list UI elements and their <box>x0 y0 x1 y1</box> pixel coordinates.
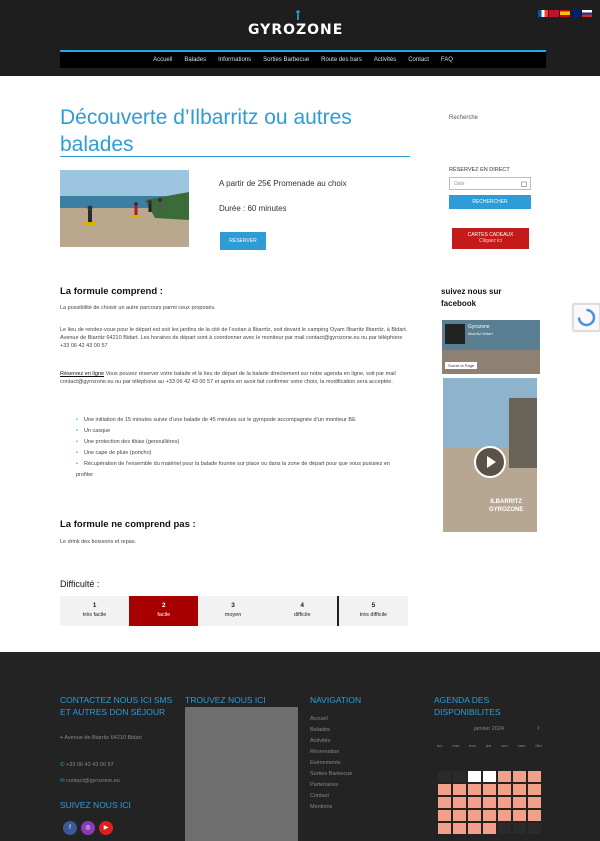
calendar-day[interactable] <box>467 770 482 783</box>
calendar-day[interactable] <box>527 770 542 783</box>
site-header <box>0 0 600 76</box>
fb-follow-button[interactable]: Suivre la Page <box>445 362 477 369</box>
fb-page-subtitle: Ilbarritz Bidart <box>468 331 493 336</box>
footer-nav-item[interactable]: Evènements <box>310 760 341 766</box>
sidebar-search-link[interactable]: Recherche <box>449 115 479 121</box>
footer-nav-item[interactable]: Sorties Barbecue <box>310 771 353 777</box>
calendar-grid <box>437 770 543 835</box>
play-icon[interactable] <box>474 446 506 478</box>
date-placeholder: Date <box>454 181 465 187</box>
reserve-button[interactable]: RESERVER <box>220 232 266 250</box>
map-embed[interactable] <box>185 707 298 841</box>
nav-item-sorties-barbecue[interactable]: Sorties Barbecue <box>263 57 310 63</box>
list-item: • Une initiation de 15 minutes suivie d’une balade de 45 minutes sur le gyropode accompagnée d’un moniteur BE <box>76 415 406 426</box>
site-footer <box>0 652 600 841</box>
location-icon: ⌖ <box>60 735 64 741</box>
gyro-person-icon <box>294 10 302 22</box>
excludes-heading: La formule ne comprend pas : <box>60 519 196 530</box>
calendar-day[interactable] <box>452 822 467 835</box>
gift-card-label: CARTES CADEAUX <box>467 232 514 238</box>
calendar-day[interactable] <box>437 770 452 783</box>
flag-fr-icon[interactable] <box>538 10 548 17</box>
gyropode-beach-image <box>60 170 189 247</box>
instagram-icon[interactable]: ◎ <box>81 821 95 835</box>
includes-heading: La formule comprend : <box>60 286 163 297</box>
gift-card-button[interactable] <box>452 228 529 249</box>
video-caption: ILBARRITZ GYROZONE <box>489 499 524 513</box>
footer-nav-item[interactable]: Réservation <box>310 749 340 755</box>
calendar-day[interactable] <box>437 822 452 835</box>
facebook-page-card[interactable] <box>442 320 540 374</box>
footer-nav-heading: NAVIGATION <box>310 695 362 705</box>
footer-nav-item[interactable]: Accueil <box>310 716 328 722</box>
facebook-heading: suivez nous sur facebook <box>441 287 502 308</box>
booking-search-button[interactable]: RECHERCHER <box>449 195 531 209</box>
difficulty-heading: Difficulté : <box>60 579 100 589</box>
agenda-weekdays: lun. mar. mer. jeu. ven. sam. dim. <box>437 743 543 748</box>
difficulty-level-4: 4 difficile <box>268 596 337 626</box>
flag-es-icon[interactable] <box>560 10 570 17</box>
fb-page-name: Gyrozone <box>468 324 490 330</box>
footer-email[interactable]: ✉ contact@gyrozone.eu <box>60 778 120 784</box>
calendar-day[interactable] <box>482 822 497 835</box>
footer-find-heading: TROUVEZ NOUS ICI <box>185 695 266 705</box>
footer-phone[interactable]: ✆ +33 06 42 43 00 57 <box>60 762 114 768</box>
recaptcha-badge[interactable] <box>573 304 600 331</box>
footer-contact-heading: CONTACTEZ NOUS ICI SMS ET AUTRES DON SÉJOUR <box>60 695 173 717</box>
footer-address: ⌖ Avenue de Biarritz 64210 Bidart <box>60 735 142 741</box>
includes-para-2: Le lieu de rendez-vous pour le départ est soit les jardins de la cité de l’océan à Ilbarritz, soit devant le camping Oyam Ilbarritz Ilbarritz, à Bidart. Avenue de Biarritz 64210 Bidart. Les horaires de départ sont à coordonner avec le moniteur par mail contact@gyrozone.eu ou par téléphone +33 06 42 43 00 57 <box>60 327 408 349</box>
logo-text: GYROZONE <box>248 22 344 38</box>
nav-item-faq[interactable]: FAQ <box>440 57 453 63</box>
calendar-day[interactable] <box>497 809 512 822</box>
calendar-day[interactable] <box>497 783 512 796</box>
nav-item-informations[interactable]: Informations <box>218 57 252 63</box>
footer-nav <box>310 714 352 813</box>
list-item: • Une protection des tibias (genouillères) <box>76 437 406 448</box>
nav-item-route-des-bars[interactable]: Route des bars <box>321 57 362 63</box>
difficulty-level-3: 3 moyen <box>198 596 267 626</box>
flag-basque-icon[interactable] <box>549 10 559 17</box>
calendar-day[interactable] <box>437 809 452 822</box>
calendar-day[interactable] <box>512 822 527 835</box>
main-content <box>0 76 600 652</box>
nav-item-contact[interactable]: Contact <box>408 57 429 63</box>
calendar-day[interactable] <box>437 796 452 809</box>
booking-heading: RÉSERVEZ EN DIRECT <box>449 167 510 173</box>
includes-para-3 <box>60 370 410 386</box>
difficulty-level-1: 1 très facile <box>60 596 129 626</box>
tour-price: A partir de 25€ Promenade au choix <box>219 179 347 188</box>
page-title: Découverte d’Ilbarritz ou autres balades <box>60 106 352 156</box>
calendar-day[interactable] <box>512 809 527 822</box>
footer-agenda-heading: AGENDA DES DISPONIBILITES <box>434 695 501 717</box>
calendar-day[interactable] <box>452 770 467 783</box>
title-divider <box>60 156 410 157</box>
phone-icon: ✆ <box>60 762 65 768</box>
footer-nav-item[interactable]: Mentions <box>310 804 333 810</box>
main-nav <box>60 50 546 68</box>
nav-item-activites[interactable]: Activités <box>373 57 397 63</box>
excludes-text: Le drink des boissons et repas. <box>60 539 137 545</box>
footer-nav-item[interactable]: Partenaires <box>310 782 339 788</box>
calendar-day[interactable] <box>497 770 512 783</box>
calendar-day[interactable] <box>527 783 542 796</box>
calendar-day[interactable] <box>512 770 527 783</box>
calendar-day[interactable] <box>512 796 527 809</box>
calendar-day[interactable] <box>497 796 512 809</box>
calendar-day[interactable] <box>527 809 542 822</box>
facebook-video[interactable] <box>443 378 537 532</box>
date-field[interactable] <box>449 177 531 190</box>
calendar-day[interactable] <box>452 783 467 796</box>
calendar-day[interactable] <box>527 822 542 835</box>
includes-para-3-text: Vous pouvez réserver votre balade et le lieu de départ de la balade directement sur notre agenda en ligne, soit par mail contact@gyrozone.eu ou par téléphone au +33 06 42 43 00 57 et après en avoir fait confirmer votre choix, la modification sera acceptée. <box>60 371 396 385</box>
list-item: • Récupération de l’ensemble du matériel pour la balade fournie sur place ou dans la zone de départ pour que vous puissiez en profiter <box>76 459 406 481</box>
calendar-day[interactable] <box>467 783 482 796</box>
list-item: • Une cape de pluie (poncho) <box>76 448 406 459</box>
calendar-day[interactable] <box>497 822 512 835</box>
tour-duration: Durée : 60 minutes <box>219 204 287 213</box>
gift-card-sublabel: Cliquez ici <box>479 238 502 244</box>
calendar-day[interactable] <box>482 770 497 783</box>
calendar-day[interactable] <box>482 783 497 796</box>
footer-nav-item[interactable]: Contact <box>310 793 329 799</box>
calendar-day[interactable] <box>527 796 542 809</box>
calendar-day[interactable] <box>467 809 482 822</box>
calendar-day[interactable] <box>437 783 452 796</box>
calendar-day[interactable] <box>482 809 497 822</box>
agenda-month: janvier 2024 <box>474 726 504 732</box>
flag-uk-icon[interactable] <box>571 10 581 17</box>
chevron-right-icon[interactable]: › <box>537 723 540 732</box>
facebook-icon[interactable]: f <box>63 821 77 835</box>
envelope-icon: ✉ <box>60 778 65 784</box>
difficulty-level-2: 2 facile <box>129 596 198 626</box>
language-switcher <box>538 10 592 17</box>
calendar-day[interactable] <box>467 822 482 835</box>
calendar-day[interactable] <box>482 796 497 809</box>
recaptcha-icon <box>574 305 599 330</box>
tour-photo <box>60 170 189 247</box>
includes-para-1: La possibilité de choisir un autre parcours parmi ceux proposés. <box>60 305 216 311</box>
calendar-icon <box>521 181 527 187</box>
site-logo[interactable] <box>248 22 343 38</box>
calendar-day[interactable] <box>452 796 467 809</box>
footer-nav-item[interactable]: Activités <box>310 738 331 744</box>
availability-calendar <box>437 770 543 835</box>
footer-follow-heading: SUIVEZ NOUS ICI <box>60 800 131 810</box>
calendar-day[interactable] <box>467 796 482 809</box>
list-item: • Un casque <box>76 426 406 437</box>
calendar-day[interactable] <box>512 783 527 796</box>
includes-list <box>76 415 406 481</box>
difficulty-level-5: 5 très difficile <box>337 596 408 626</box>
social-links <box>63 821 113 835</box>
reserve-online-link[interactable]: Réservez en ligne <box>60 371 105 377</box>
youtube-icon[interactable]: ▶ <box>99 821 113 835</box>
tour-intro <box>219 179 347 229</box>
flag-ru-icon[interactable] <box>582 10 592 17</box>
nav-item-accueil[interactable]: Accueil <box>153 57 173 63</box>
calendar-day[interactable] <box>452 809 467 822</box>
nav-item-balades[interactable]: Balades <box>184 57 207 63</box>
footer-nav-item[interactable]: Balades <box>310 727 330 733</box>
difficulty-scale <box>60 596 408 626</box>
